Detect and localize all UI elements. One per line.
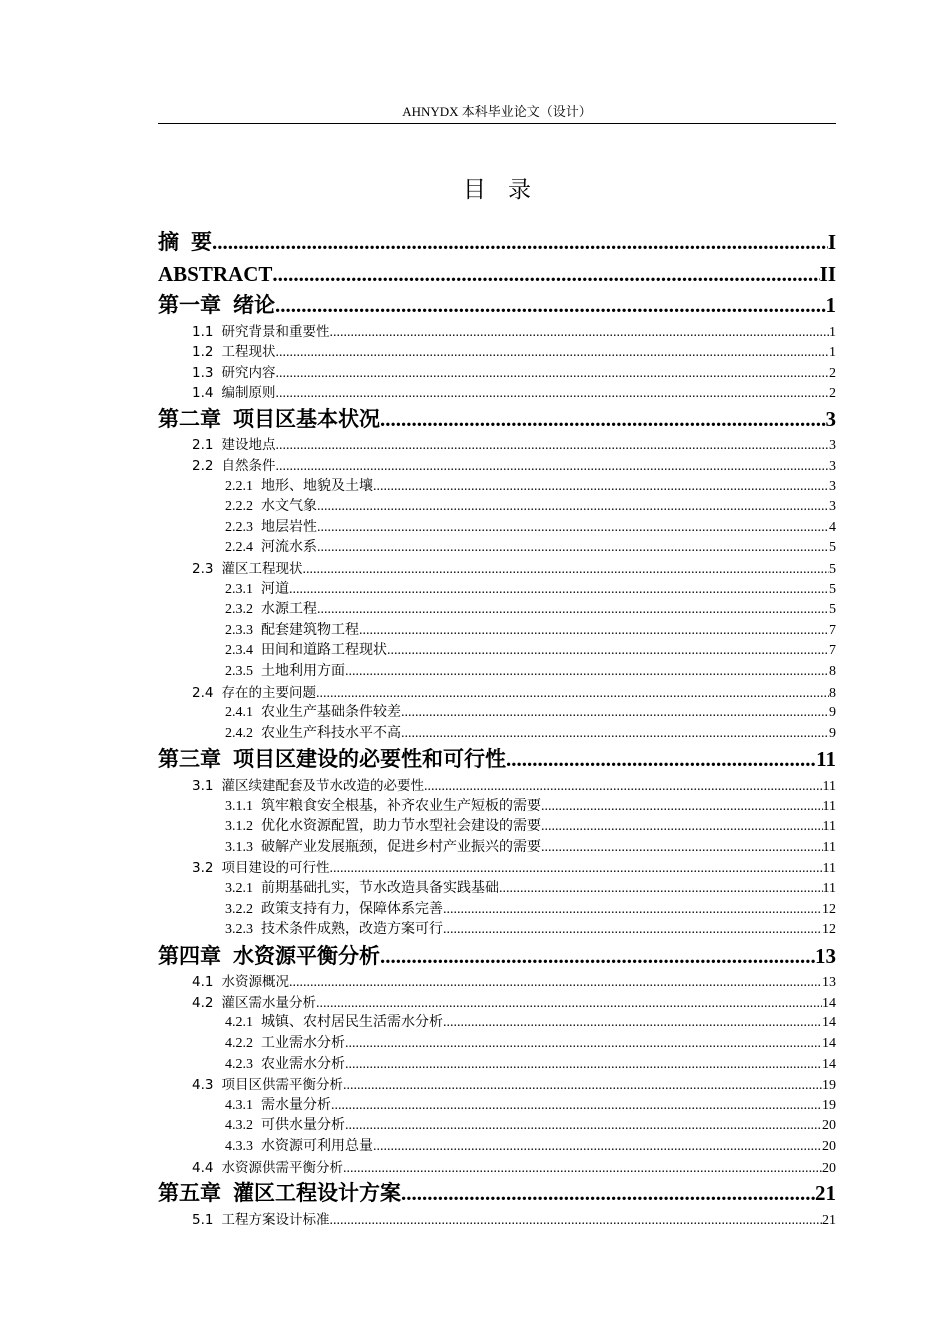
toc-entry-title: 农业生产基础条件较差 <box>261 705 401 721</box>
toc-dot-leader <box>345 1116 822 1136</box>
toc-subsection-entry[interactable] <box>225 900 836 920</box>
toc-entry-title: 编制原则 <box>221 385 276 402</box>
toc-section-entry[interactable] <box>192 993 836 1013</box>
toc-chapter-entry[interactable] <box>158 404 836 434</box>
toc-entry-title: 存在的主要问题 <box>221 684 316 701</box>
toc-dot-leader <box>443 900 822 920</box>
toc-section-entry[interactable] <box>192 1210 836 1230</box>
toc-entry-label <box>192 322 329 342</box>
toc-dot-leader <box>443 1013 822 1033</box>
toc-dot-leader <box>506 744 816 774</box>
toc-page-number: 5 <box>829 540 836 556</box>
toc-page-number: 21 <box>822 1212 836 1228</box>
toc-entry-title: 城镇、农村居民生活需水分析 <box>261 1015 443 1031</box>
toc-dot-leader <box>275 457 829 476</box>
toc-entry-label <box>225 621 359 641</box>
toc-entry-label <box>192 1158 343 1178</box>
toc-entry-number: 1.1 <box>192 323 214 340</box>
toc-chapter-entry[interactable] <box>158 1178 836 1208</box>
toc-section-entry[interactable] <box>192 972 836 992</box>
toc-entry-title: 水资源供需平衡分析 <box>221 1159 343 1176</box>
toc-page-number: 20 <box>822 1139 836 1154</box>
toc-dot-leader <box>424 777 823 796</box>
toc-entry-number: 3.2 <box>192 860 214 877</box>
toc-entry-label <box>192 559 302 579</box>
toc-entry-title: 绪论 <box>233 293 275 317</box>
toc-page-number: 3 <box>829 478 836 494</box>
toc-entry-label <box>225 497 317 517</box>
toc-entry-title: 项目区基本状况 <box>233 406 380 431</box>
toc-entry-title: 土地利用方面 <box>261 664 345 679</box>
toc-entry-label <box>225 797 541 817</box>
toc-entry-label <box>225 1034 345 1054</box>
toc-entry-title: 前期基础扎实，节水改造具备实践基础 <box>261 880 499 896</box>
toc-entry-label <box>192 435 275 455</box>
toc-dot-leader <box>289 580 829 600</box>
toc-entry-number: 2.1 <box>192 437 214 454</box>
toc-entry-title: 田间和道路工程现状 <box>261 643 387 659</box>
toc-dot-leader <box>317 538 829 558</box>
toc-entry-label <box>225 600 317 620</box>
toc-dot-leader <box>541 817 823 837</box>
toc-entry-label <box>225 920 443 940</box>
toc-entry-title: 灌区续建配套及节水改造的必要性 <box>221 777 424 794</box>
toc-section-entry[interactable] <box>192 776 836 796</box>
toc-entry-number: 2.2 <box>192 458 214 474</box>
toc-page-number: 5 <box>829 602 836 618</box>
toc-entry-title: 项目建设的可行性 <box>221 860 330 877</box>
toc-entry-label <box>158 227 212 257</box>
toc-section-entry[interactable] <box>192 1158 836 1178</box>
toc-subsection-entry[interactable] <box>225 641 836 661</box>
toc-section-entry[interactable] <box>192 1075 836 1095</box>
toc-entry-number: 3.2.1 <box>225 880 253 896</box>
toc-page-number: 4 <box>829 519 836 535</box>
toc-page-number: 11 <box>822 861 836 877</box>
toc-dot-leader <box>541 797 823 817</box>
toc-dot-leader <box>275 290 826 320</box>
toc-entry-number: 4.2.2 <box>225 1036 253 1051</box>
toc-dot-leader <box>380 404 826 434</box>
toc-page-number: 9 <box>829 705 836 721</box>
toc-entry-title: 项目区供需平衡分析 <box>221 1077 343 1094</box>
toc-entry-title: 建设地点 <box>221 437 276 454</box>
toc-dot-leader <box>329 859 822 878</box>
toc-page-number: 14 <box>822 995 836 1011</box>
toc-entry-label <box>158 259 272 289</box>
toc-entry-title: 地层岩性 <box>261 519 317 535</box>
toc-entry-label <box>192 383 275 403</box>
toc-entry-number: 3.2.2 <box>225 901 253 917</box>
toc-entry-title: 农业生产科技水平不高 <box>261 725 401 741</box>
toc-entry-number: 1.4 <box>192 385 214 402</box>
toc-page-number: 11 <box>822 880 836 896</box>
toc-entry-title: 研究内容 <box>221 364 276 381</box>
toc-entry-label <box>225 580 289 600</box>
toc-entry-number: 3.1.1 <box>225 798 253 814</box>
toc-page-number: 5 <box>829 581 836 597</box>
toc-entry-title: 工业需水分析 <box>261 1036 345 1051</box>
toc-page-number: 8 <box>829 664 836 679</box>
toc-section-entry[interactable] <box>192 342 836 362</box>
toc-section-entry[interactable] <box>192 383 836 403</box>
toc-title: 目录 <box>463 177 553 203</box>
toc-dot-leader <box>401 1178 815 1208</box>
toc-entry-number: 4.2.1 <box>225 1015 253 1031</box>
toc-entry-number: 3.1.2 <box>225 819 253 835</box>
toc-subsection-entry[interactable] <box>225 1137 836 1157</box>
toc-subsection-entry[interactable] <box>225 817 836 837</box>
toc-page-number: 9 <box>829 725 836 741</box>
toc-page-number: 3 <box>829 459 836 474</box>
toc-entry-label <box>192 858 329 878</box>
toc-dot-leader <box>289 973 822 992</box>
toc-entry-title: 工程方案设计标准 <box>221 1211 330 1228</box>
toc-entry-title: 工程现状 <box>221 344 276 361</box>
toc-page-number: 21 <box>815 1181 836 1206</box>
toc-page-number: 3 <box>829 438 836 454</box>
toc-page-number: 7 <box>829 622 836 638</box>
toc-dot-leader <box>387 641 829 661</box>
toc-subsection-entry[interactable] <box>225 797 836 817</box>
toc-entry-number: 2.3 <box>192 561 214 577</box>
toc-subsection-entry[interactable] <box>225 920 836 940</box>
toc-entry-label <box>225 477 373 497</box>
toc-page-number: 11 <box>816 747 836 772</box>
toc-entry-label <box>158 744 506 774</box>
toc-entry-number: 3.1 <box>192 777 214 794</box>
toc-entry-label <box>225 900 443 920</box>
toc-entry-number: 2.3.4 <box>225 643 253 659</box>
toc-dot-leader <box>329 1211 822 1230</box>
toc-entry-number: 第三章 <box>158 747 221 772</box>
toc-dot-leader <box>317 600 829 620</box>
toc-page-number: 1 <box>825 293 836 317</box>
toc-section-entry[interactable] <box>192 435 836 455</box>
toc-entry-label <box>192 1075 343 1095</box>
toc-entry-label <box>158 1178 401 1208</box>
toc-entry-number: 1.3 <box>192 364 214 381</box>
toc-entry-label <box>192 972 289 992</box>
toc-entry-title: 政策支持有力，保障体系完善 <box>261 901 443 917</box>
toc-entry-number: 4.1 <box>192 974 214 991</box>
toc-entry-label <box>225 703 401 723</box>
toc-page-number: 19 <box>822 1078 836 1094</box>
toc-subsection-entry[interactable] <box>225 600 836 620</box>
toc-page-number: 12 <box>822 901 836 917</box>
toc-subsection-entry[interactable] <box>225 518 836 538</box>
toc-dot-leader <box>343 1076 822 1095</box>
toc-entry-number: 2.3.3 <box>225 622 253 638</box>
toc-page-number: 12 <box>822 922 836 938</box>
toc-entry-number: 4.3.1 <box>225 1097 253 1113</box>
toc-entry-label <box>225 1116 345 1136</box>
toc-entry-title: 破解产业发展瓶颈，促进乡村产业振兴的需要 <box>261 839 541 855</box>
toc-entry-number: 2.3.1 <box>225 581 253 597</box>
toc-entry-title: 水源工程 <box>261 602 317 618</box>
toc-dot-leader <box>275 436 829 455</box>
toc-dot-leader <box>302 560 829 579</box>
toc-dot-leader <box>272 259 819 289</box>
toc-dot-leader <box>373 1137 822 1157</box>
toc-entry-number: 2.4.2 <box>225 725 253 741</box>
toc-entry-label <box>225 1137 373 1157</box>
toc-subsection-entry[interactable] <box>225 1013 836 1033</box>
toc-section-entry[interactable] <box>192 363 836 383</box>
toc-page-number: I <box>827 230 836 254</box>
toc-page-number: 7 <box>829 643 836 659</box>
toc-entry-label <box>225 879 499 899</box>
toc-dot-leader <box>345 662 829 682</box>
toc-entry-number: 4.3.3 <box>225 1139 253 1154</box>
toc-entry-label <box>225 641 387 661</box>
toc-entry-label <box>192 342 275 362</box>
toc-entry-title: 灌区工程设计方案 <box>233 1181 401 1206</box>
toc-entry-label <box>225 662 345 682</box>
toc-section-entry[interactable] <box>192 683 836 703</box>
toc-entry-title: 可供水量分析 <box>261 1118 345 1134</box>
toc-entry-label <box>225 1013 443 1033</box>
toc-entry-number: 2.3.2 <box>225 602 253 618</box>
toc-chapter-entry[interactable] <box>158 259 836 289</box>
toc-dot-leader <box>317 497 829 517</box>
toc-entry-title: 要 <box>191 230 212 254</box>
toc-dot-leader <box>541 838 823 858</box>
toc-page-number: 11 <box>822 778 836 794</box>
toc-entry-title: 灌区需水量分析 <box>221 994 316 1011</box>
toc-subsection-entry[interactable] <box>225 1116 836 1136</box>
toc-entry-label <box>192 456 275 476</box>
toc-subsection-entry[interactable] <box>225 621 836 641</box>
toc-dot-leader <box>275 364 829 383</box>
toc-entry-number: 2.2.4 <box>225 540 253 556</box>
toc-subsection-entry[interactable] <box>225 477 836 497</box>
toc-dot-leader <box>316 994 822 1013</box>
toc-dot-leader <box>331 1096 822 1116</box>
toc-entry-title: 水资源概况 <box>221 974 289 991</box>
toc-entry-title: 农业需水分析 <box>261 1056 345 1072</box>
toc-page-number: 1 <box>829 345 836 361</box>
toc-section-entry[interactable] <box>192 858 836 878</box>
toc-subsection-entry[interactable] <box>225 538 836 558</box>
toc-entry-label <box>192 683 316 703</box>
toc-dot-leader <box>275 343 829 362</box>
toc-entry-number: 2.4.1 <box>225 705 253 721</box>
toc-subsection-entry[interactable] <box>225 580 836 600</box>
toc-dot-leader <box>373 477 829 497</box>
toc-entry-number: 2.2.1 <box>225 478 253 494</box>
toc-entry-title: 地形、地貌及土壤 <box>261 478 373 494</box>
toc-subsection-entry[interactable] <box>225 703 836 723</box>
toc-entry-title: 优化水资源配置，助力节水型社会建设的需要 <box>261 819 541 835</box>
toc-entry-label <box>225 1096 331 1116</box>
toc-entry-number: 第四章 <box>158 943 221 968</box>
toc-subsection-entry[interactable] <box>225 724 836 744</box>
toc-page-number: 2 <box>829 386 836 402</box>
toc-dot-leader <box>443 920 822 940</box>
toc-chapter-entry[interactable] <box>158 227 836 257</box>
toc-entry-title: 河道 <box>261 581 289 597</box>
toc-page-number: 20 <box>822 1160 836 1176</box>
toc-entry-number: 2.3.5 <box>225 664 253 679</box>
toc-subsection-entry[interactable] <box>225 1055 836 1075</box>
toc-entry-title: 河流水系 <box>261 540 317 556</box>
toc-entry-number: 3.2.3 <box>225 922 253 938</box>
toc-entry-number: 2.2.3 <box>225 519 253 535</box>
toc-entry-number: 5.1 <box>192 1211 214 1228</box>
toc-entry-title: 研究背景和重要性 <box>221 323 330 340</box>
toc-entry-number: 第五章 <box>158 1181 221 1206</box>
toc-dot-leader <box>329 323 829 342</box>
toc-entry-number: 第一章 <box>158 293 221 317</box>
toc-subsection-entry[interactable] <box>225 879 836 899</box>
toc-subsection-entry[interactable] <box>225 497 836 517</box>
toc-entry-title: 自然条件 <box>221 458 276 474</box>
toc-entry-label <box>192 993 316 1013</box>
toc-page-number: 11 <box>822 819 836 835</box>
toc-chapter-entry[interactable] <box>158 290 836 320</box>
toc-entry-label <box>158 941 380 971</box>
toc-subsection-entry[interactable] <box>225 662 836 682</box>
toc-section-entry[interactable] <box>192 456 836 476</box>
toc-entry-title: 水资源平衡分析 <box>233 943 380 968</box>
toc-entry-label <box>225 817 541 837</box>
toc-dot-leader <box>343 1159 822 1178</box>
toc-dot-leader <box>345 1055 822 1075</box>
toc-chapter-entry[interactable] <box>158 744 836 774</box>
toc-entry-title: 水资源可利用总量 <box>261 1139 373 1154</box>
toc-entry-number: 4.2 <box>192 994 214 1011</box>
toc-page-number: 8 <box>829 685 836 701</box>
toc-entry-title: ABSTRACT <box>158 261 273 286</box>
toc-entry-number: 4.3 <box>192 1077 214 1094</box>
toc-entry-label <box>192 363 275 383</box>
toc-entry-title: 水文气象 <box>261 499 317 515</box>
toc-page-number: 13 <box>822 975 836 991</box>
toc-subsection-entry[interactable] <box>225 838 836 858</box>
toc-entry-title: 灌区工程现状 <box>221 561 303 577</box>
toc-page-number: 5 <box>829 562 836 577</box>
toc-page-number: 14 <box>822 1056 836 1072</box>
toc-page-number: 2 <box>829 365 836 381</box>
toc-dot-leader <box>275 384 829 403</box>
toc-page-number: 14 <box>822 1036 836 1051</box>
toc-page-number: 3 <box>829 499 836 515</box>
toc-page-number: 11 <box>822 798 836 814</box>
toc-dot-leader <box>401 724 829 744</box>
toc-page-number: 1 <box>829 324 836 340</box>
toc-entry-label <box>192 1210 329 1230</box>
toc-entry-label <box>225 838 541 858</box>
toc-entry-label <box>225 538 317 558</box>
toc-entry-number: 摘 <box>158 230 179 254</box>
toc-page-number: 19 <box>822 1097 836 1113</box>
toc-page-number: 14 <box>822 1015 836 1031</box>
toc-entry-number: 1.2 <box>192 344 214 361</box>
toc-page-number: 3 <box>825 406 836 431</box>
toc-entry-title: 需水量分析 <box>261 1097 331 1113</box>
toc-entry-number: 4.4 <box>192 1159 214 1176</box>
toc-dot-leader <box>345 1034 822 1054</box>
toc-page-number: II <box>819 261 836 286</box>
toc-entry-label <box>225 1055 345 1075</box>
toc-entry-number: 4.3.2 <box>225 1118 253 1134</box>
toc-entry-title: 配套建筑物工程 <box>261 622 359 638</box>
header-rule <box>158 123 836 124</box>
toc-page-number: 20 <box>822 1118 836 1134</box>
toc-entry-number: 2.2.2 <box>225 499 253 515</box>
toc-entry-title: 筑牢粮食安全根基，补齐农业生产短板的需要 <box>261 798 541 814</box>
toc-entry-title: 项目区建设的必要性和可行性 <box>233 747 506 772</box>
toc-entry-label <box>225 518 317 538</box>
toc-dot-leader <box>317 518 829 538</box>
toc-dot-leader <box>401 703 829 723</box>
toc-entry-label <box>192 776 424 796</box>
toc-subsection-entry[interactable] <box>225 1034 836 1054</box>
toc-entry-number: 4.2.3 <box>225 1056 253 1072</box>
toc-section-entry[interactable] <box>192 322 836 342</box>
toc-entry-label <box>158 404 380 434</box>
toc-chapter-entry[interactable] <box>158 941 836 971</box>
toc-entry-label <box>158 290 275 320</box>
toc-entry-number: 第二章 <box>158 406 221 431</box>
toc-subsection-entry[interactable] <box>225 1096 836 1116</box>
toc-page-number: 11 <box>822 839 836 855</box>
toc-section-entry[interactable] <box>192 559 836 579</box>
running-header: AHNYDX 本科毕业论文（设计） <box>402 104 592 119</box>
toc-dot-leader <box>212 227 828 257</box>
toc-entry-label <box>225 724 401 744</box>
toc-page-number: 13 <box>815 943 836 968</box>
toc-entry-title: 技术条件成熟，改造方案可行 <box>261 922 443 938</box>
toc-dot-leader <box>316 684 829 703</box>
toc-entry-number: 3.1.3 <box>225 839 253 855</box>
toc-dot-leader <box>380 941 815 971</box>
toc-dot-leader <box>499 879 823 899</box>
toc-entry-number: 2.4 <box>192 684 214 701</box>
toc-dot-leader <box>359 621 829 641</box>
